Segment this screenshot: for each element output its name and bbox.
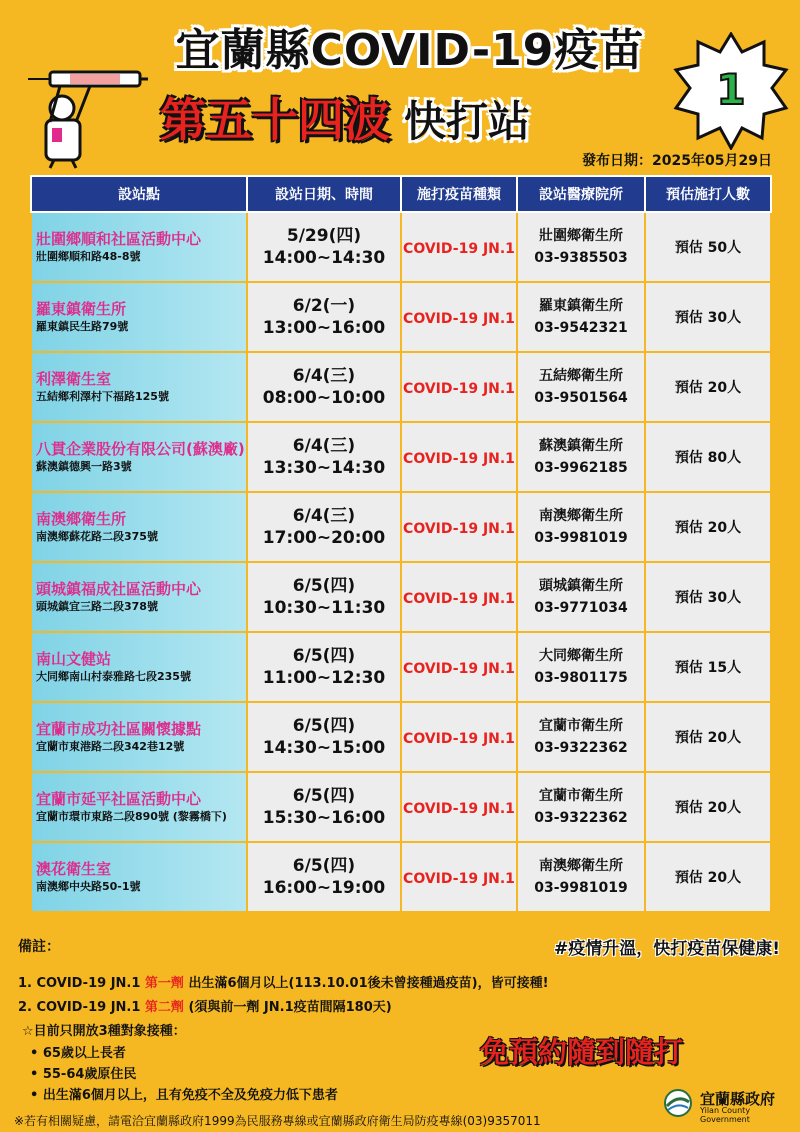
table-header-row	[31, 176, 771, 212]
site-cell	[31, 422, 247, 492]
site-name: 八貫企業股份有限公司(蘇澳廠)	[36, 440, 245, 458]
vaccine-cell	[401, 632, 517, 702]
time: 11:00~12:30	[262, 668, 386, 688]
vaccine-type: COVID-19 JN.1	[403, 240, 515, 257]
note-first-dose-prefix: 1. COVID-19 JN.1	[18, 976, 145, 991]
time: 17:00~20:00	[262, 528, 386, 548]
estimate-count: 預估 20人	[674, 870, 742, 886]
table-row	[31, 352, 771, 422]
clinic-phone: 03-9322362	[534, 810, 628, 826]
estimate-cell	[645, 562, 771, 632]
clinic-cell	[517, 212, 645, 282]
site-name: 澳花衛生室	[36, 860, 112, 878]
header-estimate: 預估施打人數	[645, 176, 771, 212]
vaccine-cell	[401, 702, 517, 772]
clinic-cell	[517, 842, 645, 912]
poster-subtitle	[160, 84, 680, 147]
estimate-count: 預估 20人	[674, 520, 742, 536]
estimate-count: 預估 30人	[674, 590, 742, 606]
clinic-cell	[517, 352, 645, 422]
clinic-cell	[517, 562, 645, 632]
datetime-cell	[247, 352, 401, 422]
time: 15:30~16:00	[262, 808, 386, 828]
estimate-count: 預估 20人	[674, 730, 742, 746]
poster-title: 宜蘭縣COVID-19疫苗	[175, 25, 645, 76]
datetime-cell	[247, 772, 401, 842]
clinic-phone: 03-9542321	[534, 320, 628, 336]
site-address: 蘇澳鎮德興一路3號	[36, 460, 132, 473]
wave-number: 第五十四波	[160, 93, 390, 147]
clinic-phone: 03-9962185	[534, 460, 628, 476]
eligible-group-item: • 55-64歲原住民	[30, 1067, 137, 1082]
header-clinic: 設站醫療院所	[517, 176, 645, 212]
site-address: 壯圍鄉順和路48-8號	[36, 250, 141, 263]
vaccine-cell	[401, 842, 517, 912]
time: 13:30~14:30	[262, 458, 386, 478]
estimate-count: 預估 15人	[674, 660, 742, 676]
table-row	[31, 282, 771, 352]
datetime-cell	[247, 842, 401, 912]
vaccine-type: COVID-19 JN.1	[403, 520, 515, 537]
clinic-name: 頭城鎮衛生所	[539, 578, 623, 594]
date: 6/5(四)	[292, 576, 356, 596]
site-name: 宜蘭市延平社區活動中心	[36, 790, 202, 808]
clinic-phone: 03-9801175	[534, 670, 628, 686]
clinic-cell	[517, 422, 645, 492]
date: 5/29(四)	[286, 226, 362, 246]
notes-title: 備註：	[18, 939, 60, 955]
date: 6/4(三)	[292, 506, 356, 526]
clinic-phone: 03-9322362	[534, 740, 628, 756]
yilan-government-logo-icon	[660, 1088, 696, 1118]
slogan: #疫情升溫，快打疫苗保健康!	[554, 939, 780, 959]
estimate-cell	[645, 212, 771, 282]
clinic-name: 五結鄉衛生所	[539, 368, 623, 384]
header-vaccine: 施打疫苗種類	[401, 176, 517, 212]
station-label: 快打站	[404, 97, 531, 146]
estimate-count: 預估 20人	[674, 800, 742, 816]
site-name: 南山文健站	[36, 650, 112, 668]
note-first-dose-text: 出生滿6個月以上(113.10.01後未曾接種過疫苗)，皆可接種!	[183, 976, 549, 991]
vaccine-cell	[401, 772, 517, 842]
date: 6/4(三)	[292, 436, 356, 456]
clinic-cell	[517, 632, 645, 702]
site-address: 頭城鎮宜三路二段378號	[36, 600, 158, 613]
vaccine-type: COVID-19 JN.1	[403, 380, 515, 397]
clinic-cell	[517, 492, 645, 562]
eligible-groups-title: ☆目前只開放3種對象接種：	[22, 1024, 186, 1039]
datetime-cell	[247, 632, 401, 702]
site-cell	[31, 772, 247, 842]
vaccine-type: COVID-19 JN.1	[403, 450, 515, 467]
vaccine-cell	[401, 352, 517, 422]
site-cell	[31, 842, 247, 912]
site-address: 五結鄉利澤村下福路125號	[36, 390, 169, 403]
table-row	[31, 702, 771, 772]
clinic-name: 壯圍鄉衛生所	[539, 228, 623, 244]
vaccine-type: COVID-19 JN.1	[403, 730, 515, 747]
clinic-phone: 03-9981019	[534, 530, 628, 546]
datetime-cell	[247, 282, 401, 352]
estimate-cell	[645, 422, 771, 492]
site-address: 南澳鄉蘇花路二段375號	[36, 530, 158, 543]
no-appointment-banner: 免預約隨到隨打	[480, 1035, 684, 1069]
table-row	[31, 632, 771, 702]
time: 08:00~10:00	[262, 388, 386, 408]
time: 16:00~19:00	[262, 878, 386, 898]
estimate-cell	[645, 842, 771, 912]
site-cell	[31, 212, 247, 282]
vaccine-type: COVID-19 JN.1	[403, 800, 515, 817]
site-name: 利澤衛生室	[36, 370, 112, 388]
contact-footer: ※若有相關疑慮，請電洽宜蘭縣政府1999為民服務專線或宜蘭縣政府衛生局防疫專線(03)9357011	[14, 1114, 541, 1128]
note-second-dose-label: 第二劑	[144, 1000, 184, 1015]
eligible-group-item: • 65歲以上長者	[30, 1046, 126, 1061]
clinic-cell	[517, 772, 645, 842]
vaccine-cell	[401, 562, 517, 632]
time: 13:00~16:00	[262, 318, 386, 338]
clinic-name: 宜蘭市衛生所	[539, 788, 623, 804]
datetime-cell	[247, 422, 401, 492]
date: 6/5(四)	[292, 786, 356, 806]
note-second-dose	[18, 996, 392, 1015]
table-row	[31, 772, 771, 842]
estimate-cell	[645, 282, 771, 352]
estimate-count: 預估 80人	[674, 450, 742, 466]
date: 6/4(三)	[292, 366, 356, 386]
table-row	[31, 422, 771, 492]
date: 6/5(四)	[292, 856, 356, 876]
estimate-cell	[645, 702, 771, 772]
site-cell	[31, 492, 247, 562]
note-first-dose-label: 第一劑	[144, 976, 184, 991]
clinic-cell	[517, 282, 645, 352]
date: 6/5(四)	[292, 716, 356, 736]
time: 14:30~15:00	[262, 738, 386, 758]
site-cell	[31, 282, 247, 352]
issue-date: 發布日期：2025年05月29日	[582, 153, 772, 169]
vaccine-cell	[401, 282, 517, 352]
date: 6/5(四)	[292, 646, 356, 666]
estimate-count: 預估 20人	[674, 380, 742, 396]
date: 6/2(一)	[292, 296, 356, 316]
site-address: 羅東鎮民生路79號	[36, 320, 129, 333]
estimate-cell	[645, 352, 771, 422]
site-name: 頭城鎮福成社區活動中心	[36, 580, 202, 598]
clinic-name: 南澳鄉衛生所	[539, 858, 623, 874]
clinic-cell	[517, 702, 645, 772]
clinic-phone: 03-9981019	[534, 880, 628, 896]
table-row	[31, 562, 771, 632]
site-name: 宜蘭市成功社區關懷據點	[36, 720, 202, 738]
note-first-dose	[18, 972, 549, 991]
estimate-cell	[645, 492, 771, 562]
site-cell	[31, 562, 247, 632]
site-address: 宜蘭市東港路二段342巷12號	[36, 740, 185, 753]
time: 10:30~11:30	[262, 598, 386, 618]
time: 14:00~14:30	[262, 248, 386, 268]
datetime-cell	[247, 212, 401, 282]
clinic-name: 羅東鎮衛生所	[539, 298, 623, 314]
clinic-name: 蘇澳鎮衛生所	[539, 438, 623, 454]
site-cell	[31, 352, 247, 422]
site-address: 宜蘭市環市東路二段890號 (黎霧橋下)	[36, 810, 227, 823]
datetime-cell	[247, 492, 401, 562]
government-name-english: Yilan County Government	[700, 1106, 751, 1124]
estimate-count: 預估 50人	[674, 240, 742, 256]
vaccine-type: COVID-19 JN.1	[403, 660, 515, 677]
note-second-dose-prefix: 2. COVID-19 JN.1	[18, 1000, 145, 1015]
nurse-syringe-illustration	[10, 50, 150, 170]
site-address: 大同鄉南山村泰雅路七段235號	[36, 670, 191, 683]
vaccine-type: COVID-19 JN.1	[403, 870, 515, 887]
clinic-phone: 03-9771034	[534, 600, 628, 616]
clinic-name: 宜蘭市衛生所	[539, 718, 623, 734]
site-cell	[31, 632, 247, 702]
eligible-group-item: • 出生滿6個月以上，且有免疫不全及免疫力低下患者	[30, 1088, 338, 1103]
vaccine-cell	[401, 212, 517, 282]
site-name: 南澳鄉衛生所	[36, 510, 127, 528]
badge-number: 1	[716, 65, 746, 114]
table-row	[31, 212, 771, 282]
government-name: 宜蘭縣政府	[700, 1090, 776, 1108]
vaccine-type: COVID-19 JN.1	[403, 310, 515, 327]
note-second-dose-text: (須與前一劑 JN.1疫苗間隔180天)	[183, 1000, 392, 1015]
site-cell	[31, 702, 247, 772]
vaccination-schedule-table	[30, 175, 772, 913]
datetime-cell	[247, 702, 401, 772]
header	[0, 0, 800, 175]
site-name: 羅東鎮衛生所	[36, 300, 127, 318]
header-datetime: 設站日期、時間	[247, 176, 401, 212]
datetime-cell	[247, 562, 401, 632]
clinic-phone: 03-9501564	[534, 390, 628, 406]
header-site: 設站點	[31, 176, 247, 212]
clinic-name: 大同鄉衛生所	[539, 648, 623, 664]
table-row	[31, 842, 771, 912]
site-address: 南澳鄉中央路50-1號	[36, 880, 141, 893]
estimate-count: 預估 30人	[674, 310, 742, 326]
vaccine-cell	[401, 422, 517, 492]
table-row	[31, 492, 771, 562]
vaccine-cell	[401, 492, 517, 562]
estimate-cell	[645, 632, 771, 702]
clinic-phone: 03-9385503	[534, 250, 628, 266]
estimate-cell	[645, 772, 771, 842]
page-number-badge	[672, 32, 790, 150]
clinic-name: 南澳鄉衛生所	[539, 508, 623, 524]
vaccine-type: COVID-19 JN.1	[403, 590, 515, 607]
site-name: 壯圍鄉順和社區活動中心	[36, 230, 202, 248]
